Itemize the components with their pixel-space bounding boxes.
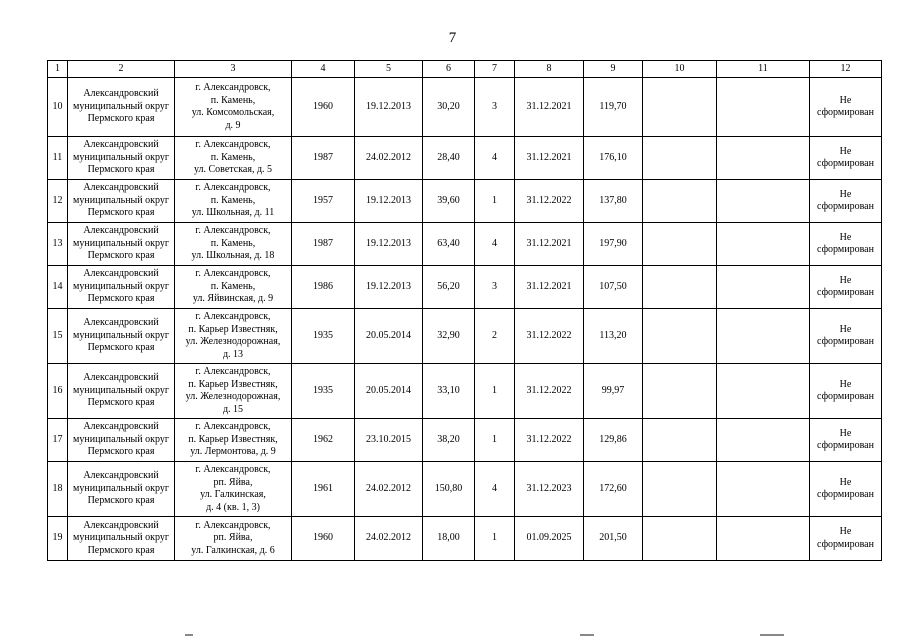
status-cell <box>810 462 882 517</box>
row-number: 14 <box>48 266 68 309</box>
owner-cell-line: Пермского края <box>87 446 155 458</box>
address-cell-line: ул. Комсомольская, <box>191 107 275 118</box>
area-cell: 39,60 <box>423 180 475 223</box>
column-header-1: 1 <box>48 61 68 78</box>
status-cell-line: сформирован <box>817 287 874 298</box>
address-cell-line: рп. Яйва, <box>213 476 253 488</box>
status-cell-line: Не <box>839 94 852 106</box>
address-cell <box>175 266 292 309</box>
value-cell: 201,50 <box>584 517 643 561</box>
status-cell <box>810 364 882 419</box>
table-row <box>48 309 882 364</box>
column-11-cell <box>717 517 810 561</box>
column-10-cell <box>643 309 717 364</box>
status-cell-line: Не <box>839 378 852 390</box>
status-cell <box>810 266 882 309</box>
address-cell-line: п. Камень, <box>210 194 256 206</box>
column-10-cell <box>643 462 717 517</box>
column-10-cell <box>643 517 717 561</box>
table-row <box>48 462 882 517</box>
address-cell-line: ул. Лермонтова, д. 9 <box>190 446 276 458</box>
column-10-cell <box>643 223 717 266</box>
owner-cell-line: муниципальный округ <box>73 100 169 112</box>
count-cell: 1 <box>475 517 515 561</box>
table-row <box>48 137 882 180</box>
column-10-cell <box>643 180 717 223</box>
area-cell: 18,00 <box>423 517 475 561</box>
owner-cell-line: Александровский <box>83 182 159 194</box>
value-cell: 176,10 <box>584 137 643 180</box>
area-cell: 38,20 <box>423 419 475 462</box>
column-10-cell <box>643 266 717 309</box>
deadline-cell: 31.12.2022 <box>515 364 584 419</box>
bottom-scan-marks <box>0 634 905 640</box>
owner-cell <box>68 266 175 309</box>
count-cell: 2 <box>475 309 515 364</box>
row-number: 18 <box>48 462 68 517</box>
address-cell-line: г. Александровск, <box>195 182 271 194</box>
owner-cell-line: муниципальный округ <box>73 280 169 292</box>
owner-cell-line: Александровский <box>83 421 159 433</box>
date-cell: 19.12.2013 <box>355 78 423 137</box>
area-cell: 32,90 <box>423 309 475 364</box>
year-cell: 1960 <box>292 517 355 561</box>
deadline-cell: 31.12.2021 <box>515 137 584 180</box>
column-header-8: 8 <box>515 61 584 78</box>
deadline-cell: 31.12.2021 <box>515 266 584 309</box>
address-cell-line: п. Камень, <box>210 94 256 106</box>
owner-cell-line: Пермского края <box>87 164 155 176</box>
status-cell-line: сформирован <box>817 489 874 500</box>
address-cell-line: рп. Яйва, <box>213 532 253 544</box>
date-cell: 24.02.2012 <box>355 137 423 180</box>
value-cell: 172,60 <box>584 462 643 517</box>
scan-mark <box>185 634 193 636</box>
address-cell <box>175 309 292 364</box>
status-cell-line: Не <box>839 323 852 335</box>
status-cell <box>810 517 882 561</box>
owner-cell-line: Пермского края <box>87 207 155 219</box>
status-cell-line: сформирован <box>817 107 874 118</box>
column-header-10: 10 <box>643 61 717 78</box>
owner-cell-line: муниципальный округ <box>73 151 169 163</box>
owner-cell <box>68 137 175 180</box>
address-cell <box>175 364 292 419</box>
address-cell <box>175 517 292 561</box>
address-cell <box>175 180 292 223</box>
address-cell-line: п. Камень, <box>210 151 256 163</box>
column-header-5: 5 <box>355 61 423 78</box>
column-header-3: 3 <box>175 61 292 78</box>
scan-mark <box>580 634 594 636</box>
owner-cell-line: муниципальный округ <box>73 329 169 341</box>
address-cell-line: д. 13 <box>222 348 244 360</box>
date-cell: 20.05.2014 <box>355 364 423 419</box>
address-cell <box>175 223 292 266</box>
column-header-4: 4 <box>292 61 355 78</box>
status-cell-line: сформирован <box>817 538 874 550</box>
owner-cell-line: Александровский <box>83 317 159 329</box>
owner-cell-line: муниципальный округ <box>73 433 169 445</box>
address-cell-line: ул. Железнодорожная, <box>185 391 281 402</box>
header-row <box>48 61 882 78</box>
table-row <box>48 266 882 309</box>
year-cell: 1957 <box>292 180 355 223</box>
status-cell-line: сформирован <box>817 336 874 347</box>
owner-cell-line: муниципальный округ <box>73 532 169 544</box>
date-cell: 19.12.2013 <box>355 223 423 266</box>
owner-cell-line: Александровский <box>83 225 159 237</box>
column-header-6: 6 <box>423 61 475 78</box>
address-cell-line: ул. Советская, д. 5 <box>193 164 273 176</box>
column-header-11: 11 <box>717 61 810 78</box>
address-cell-line: ул. Школьная, д. 18 <box>191 250 275 262</box>
address-cell-line: ул. Галкинская, д. 6 <box>191 544 275 556</box>
column-header-7: 7 <box>475 61 515 78</box>
owner-cell-line: муниципальный округ <box>73 384 169 396</box>
address-cell-line: п. Карьер Известняк, <box>188 323 278 335</box>
address-cell-line: п. Карьер Известняк, <box>188 378 278 390</box>
status-cell <box>810 419 882 462</box>
date-cell: 20.05.2014 <box>355 309 423 364</box>
year-cell: 1986 <box>292 266 355 309</box>
area-cell: 28,40 <box>423 137 475 180</box>
address-cell-line: г. Александровск, <box>195 464 271 475</box>
status-cell-line: сформирован <box>817 391 874 402</box>
owner-cell-line: Александровский <box>83 268 159 280</box>
column-11-cell <box>717 364 810 419</box>
status-cell <box>810 309 882 364</box>
address-cell-line: г. Александровск, <box>195 519 271 531</box>
owner-cell-line: Пермского края <box>87 544 155 556</box>
deadline-cell: 31.12.2023 <box>515 462 584 517</box>
address-cell-line: г. Александровск, <box>195 82 271 93</box>
status-cell-line: Не <box>839 188 852 200</box>
column-11-cell <box>717 180 810 223</box>
column-10-cell <box>643 78 717 137</box>
value-cell: 119,70 <box>584 78 643 137</box>
date-cell: 19.12.2013 <box>355 180 423 223</box>
row-number: 11 <box>48 137 68 180</box>
count-cell: 4 <box>475 462 515 517</box>
address-cell-line: г. Александровск, <box>195 421 271 433</box>
column-11-cell <box>717 223 810 266</box>
count-cell: 1 <box>475 419 515 462</box>
owner-cell-line: Пермского края <box>87 495 155 507</box>
deadline-cell: 31.12.2022 <box>515 309 584 364</box>
status-cell-line: Не <box>839 427 852 439</box>
owner-cell-line: Александровский <box>83 470 159 482</box>
value-cell: 99,97 <box>584 364 643 419</box>
row-number: 17 <box>48 419 68 462</box>
owner-cell-line: Пермского края <box>87 113 155 125</box>
date-cell: 24.02.2012 <box>355 517 423 561</box>
owner-cell-line: муниципальный округ <box>73 482 169 494</box>
count-cell: 3 <box>475 78 515 137</box>
table-row <box>48 223 882 266</box>
address-cell-line: г. Александровск, <box>195 268 271 280</box>
year-cell: 1935 <box>292 309 355 364</box>
deadline-cell: 31.12.2022 <box>515 419 584 462</box>
address-cell <box>175 462 292 517</box>
table-header <box>48 61 882 78</box>
value-cell: 137,80 <box>584 180 643 223</box>
deadline-cell: 31.12.2022 <box>515 180 584 223</box>
address-cell-line: г. Александровск, <box>195 311 271 322</box>
address-cell-line: д. 9 <box>225 119 241 131</box>
owner-cell-line: Пермского края <box>87 397 155 409</box>
count-cell: 4 <box>475 223 515 266</box>
register-table <box>47 60 882 561</box>
address-cell <box>175 419 292 462</box>
status-cell <box>810 180 882 223</box>
table-row <box>48 517 882 561</box>
year-cell: 1935 <box>292 364 355 419</box>
status-cell-line: сформирован <box>817 158 874 169</box>
status-cell-line: Не <box>839 274 852 286</box>
status-cell-line: Не <box>839 476 852 488</box>
year-cell: 1961 <box>292 462 355 517</box>
table-body <box>48 78 882 561</box>
address-cell-line: ул. Школьная, д. 11 <box>191 207 275 219</box>
owner-cell-line: Александровский <box>83 88 159 100</box>
area-cell: 30,20 <box>423 78 475 137</box>
owner-cell-line: Александровский <box>83 139 159 151</box>
table-row <box>48 364 882 419</box>
value-cell: 107,50 <box>584 266 643 309</box>
value-cell: 129,86 <box>584 419 643 462</box>
date-cell: 23.10.2015 <box>355 419 423 462</box>
address-cell-line: ул. Яйвинская, д. 9 <box>192 293 274 305</box>
table-row <box>48 78 882 137</box>
address-cell-line: д. 15 <box>222 403 244 415</box>
status-cell-line: Не <box>839 526 852 537</box>
column-10-cell <box>643 419 717 462</box>
column-10-cell <box>643 364 717 419</box>
address-cell-line: г. Александровск, <box>195 225 271 237</box>
row-number: 13 <box>48 223 68 266</box>
table-row <box>48 180 882 223</box>
count-cell: 3 <box>475 266 515 309</box>
row-number: 10 <box>48 78 68 137</box>
address-cell <box>175 137 292 180</box>
column-11-cell <box>717 462 810 517</box>
count-cell: 4 <box>475 137 515 180</box>
row-number: 16 <box>48 364 68 419</box>
area-cell: 33,10 <box>423 364 475 419</box>
status-cell-line: Не <box>839 145 852 157</box>
year-cell: 1987 <box>292 223 355 266</box>
date-cell: 19.12.2013 <box>355 266 423 309</box>
status-cell-line: сформирован <box>817 244 874 255</box>
owner-cell-line: Александровский <box>83 519 159 531</box>
row-number: 15 <box>48 309 68 364</box>
owner-cell <box>68 309 175 364</box>
date-cell: 24.02.2012 <box>355 462 423 517</box>
column-11-cell <box>717 78 810 137</box>
owner-cell <box>68 78 175 137</box>
deadline-cell: 31.12.2021 <box>515 223 584 266</box>
count-cell: 1 <box>475 364 515 419</box>
table-row <box>48 419 882 462</box>
address-cell-line: п. Камень, <box>210 280 256 292</box>
owner-cell <box>68 180 175 223</box>
year-cell: 1987 <box>292 137 355 180</box>
deadline-cell: 01.09.2025 <box>515 517 584 561</box>
status-cell-line: сформирован <box>817 440 874 451</box>
column-header-9: 9 <box>584 61 643 78</box>
owner-cell <box>68 419 175 462</box>
value-cell: 197,90 <box>584 223 643 266</box>
count-cell: 1 <box>475 180 515 223</box>
status-cell <box>810 78 882 137</box>
owner-cell <box>68 364 175 419</box>
status-cell <box>810 223 882 266</box>
owner-cell <box>68 223 175 266</box>
owner-cell-line: муниципальный округ <box>73 237 169 249</box>
owner-cell-line: муниципальный округ <box>73 194 169 206</box>
area-cell: 150,80 <box>423 462 475 517</box>
value-cell: 113,20 <box>584 309 643 364</box>
column-11-cell <box>717 419 810 462</box>
area-cell: 56,20 <box>423 266 475 309</box>
column-11-cell <box>717 266 810 309</box>
owner-cell-line: Пермского края <box>87 342 155 354</box>
address-cell <box>175 78 292 137</box>
year-cell: 1962 <box>292 419 355 462</box>
year-cell: 1960 <box>292 78 355 137</box>
status-cell-line: сформирован <box>817 201 874 212</box>
scan-mark <box>760 634 784 636</box>
row-number: 19 <box>48 517 68 561</box>
owner-cell <box>68 462 175 517</box>
column-11-cell <box>717 309 810 364</box>
address-cell-line: ул. Железнодорожная, <box>185 336 281 347</box>
address-cell-line: п. Карьер Известняк, <box>188 433 278 445</box>
address-cell-line: д. 4 (кв. 1, 3) <box>206 501 260 513</box>
owner-cell-line: Пермского края <box>87 293 155 305</box>
column-11-cell <box>717 137 810 180</box>
row-number: 12 <box>48 180 68 223</box>
status-cell-line: Не <box>839 231 852 243</box>
status-cell <box>810 137 882 180</box>
column-header-2: 2 <box>68 61 175 78</box>
column-header-12: 12 <box>810 61 882 78</box>
address-cell-line: г. Александровск, <box>195 366 271 377</box>
column-10-cell <box>643 137 717 180</box>
area-cell: 63,40 <box>423 223 475 266</box>
owner-cell-line: Александровский <box>83 372 159 384</box>
address-cell-line: ул. Галкинская, <box>200 489 266 500</box>
page-number: 7 <box>448 30 457 46</box>
address-cell-line: г. Александровск, <box>195 139 271 151</box>
address-cell-line: п. Камень, <box>210 237 256 249</box>
deadline-cell: 31.12.2021 <box>515 78 584 137</box>
owner-cell <box>68 517 175 561</box>
owner-cell-line: Пермского края <box>87 250 155 262</box>
